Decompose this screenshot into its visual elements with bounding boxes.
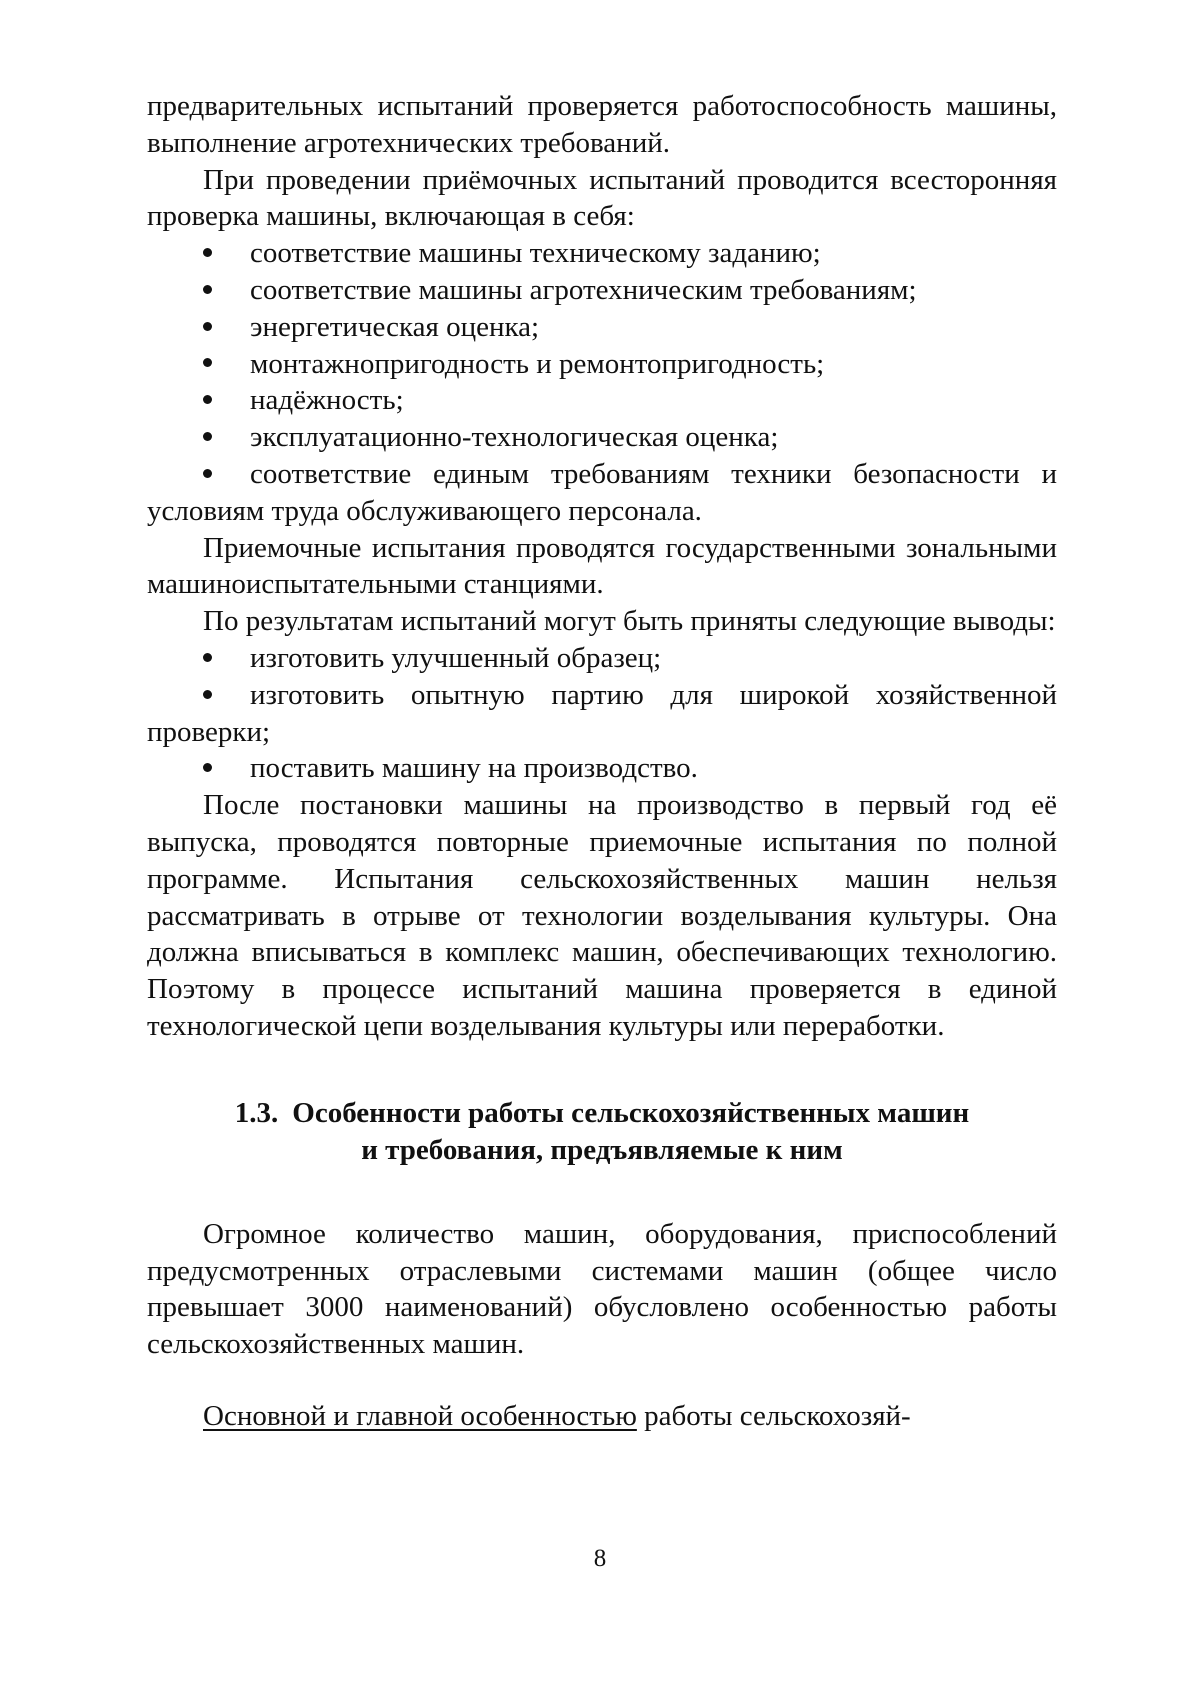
list-item: эксплуатационно-технологическая оценка; bbox=[147, 419, 1057, 456]
paragraph-stations: Приемочные испытания проводятся государственными зональными машиноиспытательными станциями. bbox=[147, 531, 1057, 601]
paragraph-gap bbox=[147, 1363, 1057, 1398]
paragraph-continued: предварительных испытаний проверяется работоспособность машины, выполнение агротехнических требований. bbox=[147, 90, 1057, 159]
bullet-icon bbox=[203, 382, 250, 419]
paragraph-repeat-tests: После постановки машины на производство в первый год её выпуска, проводятся повторные приемочные испытания по полной программе. Испытания сельскохозяйственных машин нельзя рассматривать в отрыве от технологии возделывания культуры. Она должна вписываться в комплекс машин, обеспечивающих технологию. Поэтому в процессе испытаний машина проверяется в единой технологической цепи возделывания культуры или переработки. bbox=[147, 789, 1057, 1042]
page-content bbox=[147, 88, 1057, 1435]
bullet-icon bbox=[203, 272, 250, 309]
list-item: надёжность; bbox=[147, 382, 1057, 419]
list-item: изготовить улучшенный образец; bbox=[147, 640, 1057, 677]
section-title-line-1: Особенности работы сельскохозяйственных машин bbox=[292, 1096, 970, 1129]
bullet-icon bbox=[203, 677, 250, 714]
section-title-line-2: и требования, предъявляемые к ним bbox=[361, 1133, 843, 1166]
bullet-icon bbox=[203, 346, 250, 383]
list-item: энергетическая оценка; bbox=[147, 309, 1057, 346]
bullet-icon bbox=[203, 235, 250, 272]
bullet-icon bbox=[203, 419, 250, 456]
page-number: 8 bbox=[593, 1545, 607, 1572]
list-item: соответствие единым требованиям техники безопасности и условиям труда обслуживающего персонала. bbox=[147, 457, 1057, 527]
paragraph-conclusions-intro: По результатам испытаний могут быть приняты следующие выводы: bbox=[203, 605, 1056, 638]
conclusions-list bbox=[147, 640, 1057, 787]
list-item: изготовить опытную партию для широкой хозяйственной проверки; bbox=[147, 678, 1057, 748]
section-heading bbox=[147, 1095, 1057, 1169]
bullet-icon bbox=[203, 750, 250, 787]
bullet-icon bbox=[203, 640, 250, 677]
section-number: 1.3. bbox=[234, 1096, 279, 1129]
bullet-icon bbox=[203, 456, 250, 493]
section-heading-line-1 bbox=[147, 1095, 1057, 1132]
bullet-icon bbox=[203, 309, 250, 346]
paragraph-acceptance-intro: При проведении приёмочных испытаний проводится всесторонняя проверка машины, включающая в себя: bbox=[147, 163, 1057, 233]
main-feature-rest: работы сельскохозяй- bbox=[636, 1399, 911, 1432]
list-item: поставить машину на производство. bbox=[147, 750, 1057, 787]
acceptance-checks-list bbox=[147, 235, 1057, 529]
list-item: соответствие машины техническому заданию; bbox=[147, 235, 1057, 272]
list-item: монтажнопригодность и ремонтопригодность; bbox=[147, 346, 1057, 383]
paragraph-machine-count: Огромное количество машин, оборудования, приспособлений предусмотренных отраслевыми системами машин (общее число превышает 3000 наименований) обусловлено особенностью работы сельскохозяйственных машин. bbox=[147, 1217, 1057, 1361]
underlined-phrase: Основной и главной особенностью bbox=[203, 1399, 637, 1432]
paragraph-main-feature bbox=[147, 1398, 1057, 1435]
list-item: соответствие машины агротехническим требованиям; bbox=[147, 272, 1057, 309]
